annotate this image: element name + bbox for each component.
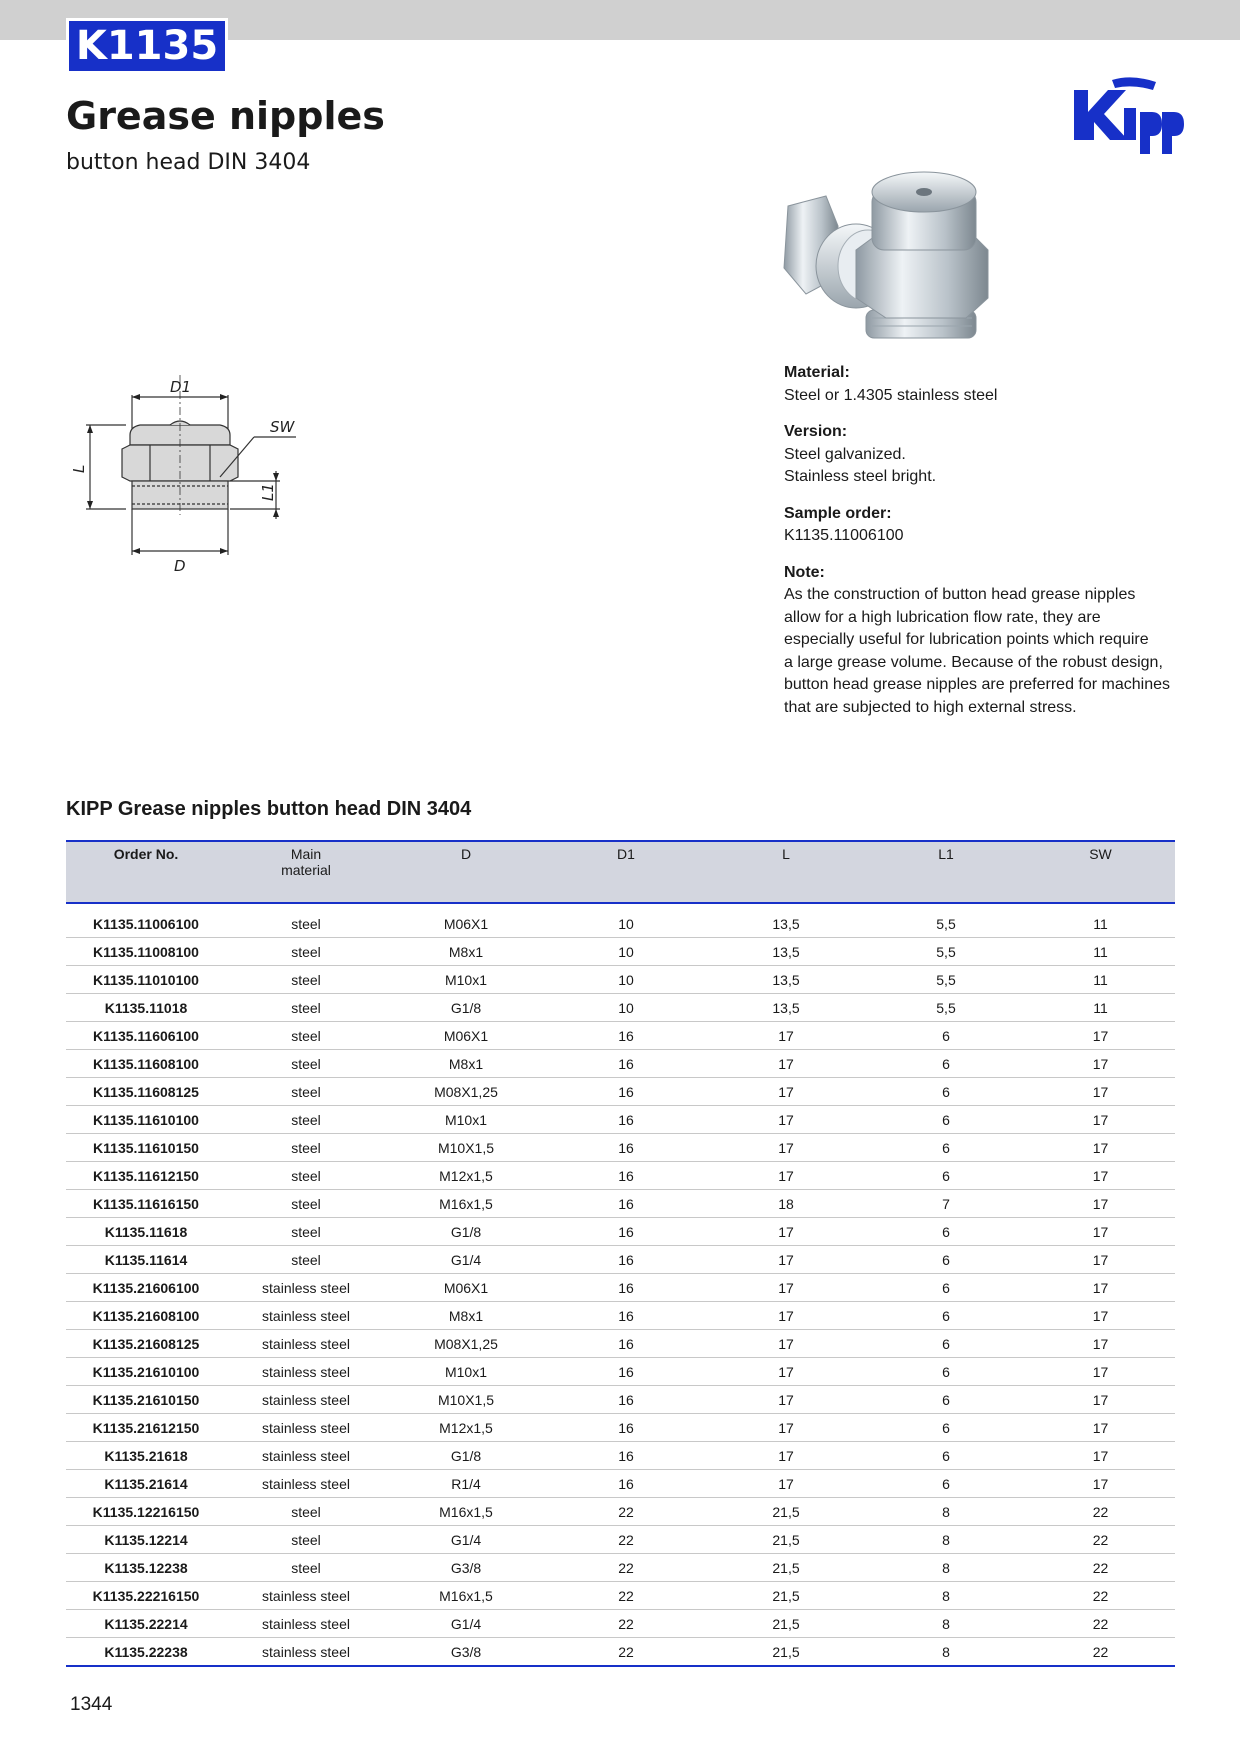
table-row: [66, 1022, 1175, 1050]
cell-d: G3/8: [386, 1554, 546, 1582]
table-row: [66, 1106, 1175, 1134]
cell-l1: 6: [866, 1386, 1026, 1414]
cell-l1: 5,5: [866, 938, 1026, 966]
sample-order-text: K1135.11006100: [784, 527, 904, 544]
cell-d: M10x1: [386, 1106, 546, 1134]
cell-l1: 6: [866, 1246, 1026, 1274]
cell-d1: 16: [546, 1414, 706, 1442]
cell-l1: 5,5: [866, 966, 1026, 994]
cell-sw: 22: [1026, 1554, 1175, 1582]
cell-l: 17: [706, 1442, 866, 1470]
cell-order-no: K1135.12238: [66, 1554, 226, 1582]
cell-l1: 6: [866, 1274, 1026, 1302]
cell-main-material: stainless steel: [226, 1414, 386, 1442]
table-row: [66, 1638, 1175, 1667]
cell-order-no: K1135.21610100: [66, 1358, 226, 1386]
cell-order-no: K1135.11614: [66, 1246, 226, 1274]
cell-sw: 17: [1026, 1414, 1175, 1442]
table-header-row: [66, 841, 1175, 903]
cell-d: M06X1: [386, 1022, 546, 1050]
label-l: L: [70, 464, 88, 473]
cell-order-no: K1135.11610150: [66, 1134, 226, 1162]
cell-main-material: steel: [226, 1162, 386, 1190]
cell-l1: 8: [866, 1638, 1026, 1667]
cell-l1: 8: [866, 1554, 1026, 1582]
cell-order-no: K1135.21606100: [66, 1274, 226, 1302]
sample-order-block: [784, 503, 1184, 548]
cell-l1: 6: [866, 1302, 1026, 1330]
version-line: Stainless steel bright.: [784, 468, 937, 485]
col-header-main-line1: Main: [290, 846, 322, 862]
col-header-d: D: [386, 841, 546, 903]
cell-d: G1/4: [386, 1246, 546, 1274]
version-block: [784, 421, 1184, 489]
cell-d: G3/8: [386, 1638, 546, 1667]
cell-sw: 17: [1026, 1386, 1175, 1414]
cell-d: M10X1,5: [386, 1386, 546, 1414]
cell-l: 21,5: [706, 1554, 866, 1582]
col-header-main-material: [226, 841, 386, 903]
cell-sw: 11: [1026, 903, 1175, 938]
table-row: [66, 1386, 1175, 1414]
table-row: [66, 1218, 1175, 1246]
cell-d: M06X1: [386, 903, 546, 938]
cell-main-material: steel: [226, 938, 386, 966]
cell-order-no: K1135.11616150: [66, 1190, 226, 1218]
cell-d: M16x1,5: [386, 1582, 546, 1610]
material-text: Steel or 1.4305 stainless steel: [784, 386, 998, 404]
version-label: Version:: [784, 423, 848, 440]
label-d1: D1: [170, 378, 192, 396]
cell-d1: 10: [546, 903, 706, 938]
cell-d1: 16: [546, 1442, 706, 1470]
cell-main-material: steel: [226, 1498, 386, 1526]
table-title: KIPP Grease nipples button head DIN 3404: [66, 798, 472, 820]
cell-l1: 6: [866, 1134, 1026, 1162]
page-title: Grease nipples: [66, 94, 385, 138]
cell-order-no: K1135.22214: [66, 1610, 226, 1638]
cell-d1: 22: [546, 1638, 706, 1667]
cell-d1: 16: [546, 1246, 706, 1274]
cell-d1: 16: [546, 1386, 706, 1414]
cell-l1: 6: [866, 1442, 1026, 1470]
cell-main-material: stainless steel: [226, 1442, 386, 1470]
cell-order-no: K1135.21608100: [66, 1302, 226, 1330]
cell-l1: 8: [866, 1526, 1026, 1554]
cell-d: M8x1: [386, 1050, 546, 1078]
cell-d1: 16: [546, 1358, 706, 1386]
version-line: Steel galvanized.: [784, 445, 906, 463]
cell-l: 21,5: [706, 1498, 866, 1526]
cell-order-no: K1135.21610150: [66, 1386, 226, 1414]
cell-l1: 5,5: [866, 994, 1026, 1022]
cell-sw: 17: [1026, 1022, 1175, 1050]
cell-l1: 8: [866, 1610, 1026, 1638]
cell-sw: 22: [1026, 1638, 1175, 1667]
table-row: [66, 1274, 1175, 1302]
cell-l1: 6: [866, 1078, 1026, 1106]
cell-main-material: steel: [226, 1526, 386, 1554]
cell-sw: 22: [1026, 1610, 1175, 1638]
cell-order-no: K1135.21614: [66, 1470, 226, 1498]
cell-d: M10x1: [386, 1358, 546, 1386]
cell-main-material: stainless steel: [226, 1582, 386, 1610]
cell-d1: 16: [546, 1330, 706, 1358]
cell-d: M16x1,5: [386, 1190, 546, 1218]
cell-l1: 7: [866, 1190, 1026, 1218]
table-row: [66, 1190, 1175, 1218]
cell-order-no: K1135.11006100: [66, 903, 226, 938]
cell-sw: 22: [1026, 1582, 1175, 1610]
cell-sw: 17: [1026, 1050, 1175, 1078]
cell-l1: 6: [866, 1106, 1026, 1134]
cell-l1: 6: [866, 1358, 1026, 1386]
product-table: [66, 840, 1175, 1667]
cell-d: G1/4: [386, 1610, 546, 1638]
product-code-badge: K1135: [66, 18, 228, 74]
cell-order-no: K1135.11008100: [66, 938, 226, 966]
cell-d1: 22: [546, 1610, 706, 1638]
cell-d: M10X1,5: [386, 1134, 546, 1162]
cell-l1: 6: [866, 1022, 1026, 1050]
note-line: allow for a high lubrication flow rate, they are: [784, 608, 1101, 626]
cell-l: 17: [706, 1078, 866, 1106]
table-row: [66, 1246, 1175, 1274]
cell-d: M08X1,25: [386, 1078, 546, 1106]
cell-l: 17: [706, 1218, 866, 1246]
cell-order-no: K1135.22216150: [66, 1582, 226, 1610]
cell-d: G1/8: [386, 994, 546, 1022]
cell-l: 13,5: [706, 938, 866, 966]
cell-sw: 22: [1026, 1498, 1175, 1526]
col-header-d1: D1: [546, 841, 706, 903]
cell-main-material: steel: [226, 966, 386, 994]
cell-d1: 22: [546, 1554, 706, 1582]
cell-sw: 17: [1026, 1218, 1175, 1246]
cell-sw: 17: [1026, 1078, 1175, 1106]
label-sw: SW: [270, 418, 295, 436]
cell-order-no: K1135.22238: [66, 1638, 226, 1667]
cell-sw: 17: [1026, 1274, 1175, 1302]
cell-d: M12x1,5: [386, 1162, 546, 1190]
table-row: [66, 966, 1175, 994]
cell-main-material: stainless steel: [226, 1330, 386, 1358]
cell-l1: 6: [866, 1414, 1026, 1442]
cell-l: 21,5: [706, 1582, 866, 1610]
cell-l: 17: [706, 1162, 866, 1190]
col-header-main-line2: material: [281, 862, 331, 878]
cell-l: 17: [706, 1302, 866, 1330]
cell-sw: 17: [1026, 1162, 1175, 1190]
cell-l: 13,5: [706, 903, 866, 938]
cell-d1: 16: [546, 1162, 706, 1190]
cell-main-material: steel: [226, 1134, 386, 1162]
table-row: [66, 1302, 1175, 1330]
cell-main-material: steel: [226, 1050, 386, 1078]
info-panel: [784, 362, 1184, 733]
cell-d1: 22: [546, 1498, 706, 1526]
cell-l1: 8: [866, 1582, 1026, 1610]
note-line: As the construction of button head grease nipples: [784, 586, 1136, 603]
cell-l: 17: [706, 1022, 866, 1050]
cell-order-no: K1135.11610100: [66, 1106, 226, 1134]
cell-d1: 16: [546, 1050, 706, 1078]
cell-l1: 6: [866, 1050, 1026, 1078]
table-row: [66, 994, 1175, 1022]
cell-d1: 16: [546, 1190, 706, 1218]
cell-l: 17: [706, 1134, 866, 1162]
cell-sw: 11: [1026, 938, 1175, 966]
cell-d: M10x1: [386, 966, 546, 994]
cell-order-no: K1135.12214: [66, 1526, 226, 1554]
cell-l: 17: [706, 1414, 866, 1442]
table-row: [66, 1134, 1175, 1162]
cell-sw: 11: [1026, 966, 1175, 994]
cell-l1: 6: [866, 1218, 1026, 1246]
cell-l: 21,5: [706, 1638, 866, 1667]
cell-order-no: K1135.11608125: [66, 1078, 226, 1106]
cell-l: 17: [706, 1246, 866, 1274]
cell-l: 17: [706, 1358, 866, 1386]
cell-l: 13,5: [706, 994, 866, 1022]
cell-main-material: steel: [226, 1554, 386, 1582]
cell-l1: 6: [866, 1330, 1026, 1358]
cell-l: 17: [706, 1330, 866, 1358]
cell-main-material: steel: [226, 1190, 386, 1218]
cell-main-material: stainless steel: [226, 1302, 386, 1330]
cell-d: R1/4: [386, 1470, 546, 1498]
cell-l: 18: [706, 1190, 866, 1218]
cell-d1: 16: [546, 1022, 706, 1050]
cell-main-material: stainless steel: [226, 1610, 386, 1638]
table-row: [66, 1610, 1175, 1638]
cell-sw: 17: [1026, 1190, 1175, 1218]
material-block: [784, 362, 1184, 407]
cell-sw: 17: [1026, 1442, 1175, 1470]
cell-d1: 16: [546, 1078, 706, 1106]
note-line: a large grease volume. Because of the robust design,: [784, 653, 1163, 671]
cell-d1: 22: [546, 1526, 706, 1554]
cell-main-material: steel: [226, 994, 386, 1022]
cell-d1: 16: [546, 1274, 706, 1302]
cell-l1: 5,5: [866, 903, 1026, 938]
table-row: [66, 1470, 1175, 1498]
cell-d: M8x1: [386, 1302, 546, 1330]
col-header-l1: L1: [866, 841, 1026, 903]
cell-main-material: steel: [226, 1218, 386, 1246]
note-line: button head grease nipples are preferred for machines: [784, 676, 1171, 693]
cell-d1: 10: [546, 994, 706, 1022]
cell-d1: 22: [546, 1582, 706, 1610]
cell-d: G1/8: [386, 1442, 546, 1470]
cell-order-no: K1135.11618: [66, 1218, 226, 1246]
table-row: [66, 1358, 1175, 1386]
cell-sw: 17: [1026, 1246, 1175, 1274]
page-subtitle: button head DIN 3404: [66, 150, 311, 175]
material-label: Material:: [784, 364, 850, 381]
cell-d: G1/8: [386, 1218, 546, 1246]
table-row: [66, 903, 1175, 938]
cell-sw: 17: [1026, 1358, 1175, 1386]
label-d: D: [174, 557, 186, 575]
table-row: [66, 1582, 1175, 1610]
cell-d: G1/4: [386, 1526, 546, 1554]
cell-d: M06X1: [386, 1274, 546, 1302]
col-header-sw: SW: [1026, 841, 1175, 903]
cell-d1: 10: [546, 938, 706, 966]
cell-order-no: K1135.11612150: [66, 1162, 226, 1190]
table-row: [66, 1162, 1175, 1190]
cell-l: 17: [706, 1050, 866, 1078]
cell-d1: 16: [546, 1470, 706, 1498]
note-label: Note:: [784, 563, 825, 581]
cell-main-material: steel: [226, 1022, 386, 1050]
cell-main-material: stainless steel: [226, 1638, 386, 1667]
page-number: 1344: [70, 1694, 113, 1715]
cell-d1: 16: [546, 1106, 706, 1134]
cell-order-no: K1135.11018: [66, 994, 226, 1022]
cell-d: M08X1,25: [386, 1330, 546, 1358]
kipp-logo: [1072, 76, 1184, 158]
table-row: [66, 1554, 1175, 1582]
cell-d1: 16: [546, 1218, 706, 1246]
cell-order-no: K1135.11010100: [66, 966, 226, 994]
cell-order-no: K1135.21618: [66, 1442, 226, 1470]
label-l1: L1: [259, 483, 277, 501]
cell-d: M16x1,5: [386, 1498, 546, 1526]
cell-sw: 17: [1026, 1302, 1175, 1330]
note-line: especially useful for lubrication points which require: [784, 631, 1149, 648]
col-header-l: L: [706, 841, 866, 903]
cell-d1: 16: [546, 1302, 706, 1330]
cell-main-material: steel: [226, 1078, 386, 1106]
cell-main-material: stainless steel: [226, 1358, 386, 1386]
cell-l1: 6: [866, 1470, 1026, 1498]
cell-main-material: stainless steel: [226, 1386, 386, 1414]
cell-d1: 16: [546, 1134, 706, 1162]
sample-order-label: Sample order:: [784, 504, 892, 522]
table-row: [66, 1442, 1175, 1470]
cell-main-material: steel: [226, 1246, 386, 1274]
cell-l1: 8: [866, 1498, 1026, 1526]
table-row: [66, 1078, 1175, 1106]
cell-sw: 22: [1026, 1526, 1175, 1554]
cell-order-no: K1135.12216150: [66, 1498, 226, 1526]
table-row: [66, 1050, 1175, 1078]
cell-sw: 17: [1026, 1106, 1175, 1134]
cell-l: 21,5: [706, 1610, 866, 1638]
cell-d: M8x1: [386, 938, 546, 966]
cell-sw: 11: [1026, 994, 1175, 1022]
table-row: [66, 1526, 1175, 1554]
table-row: [66, 1330, 1175, 1358]
cell-d: M12x1,5: [386, 1414, 546, 1442]
note-line: that are subjected to high external stress.: [784, 698, 1077, 716]
cell-main-material: stainless steel: [226, 1274, 386, 1302]
cell-sw: 17: [1026, 1134, 1175, 1162]
technical-drawing: [70, 375, 310, 575]
cell-sw: 17: [1026, 1470, 1175, 1498]
cell-l: 17: [706, 1274, 866, 1302]
cell-main-material: stainless steel: [226, 1470, 386, 1498]
table-row: [66, 1498, 1175, 1526]
cell-l: 21,5: [706, 1526, 866, 1554]
table-row: [66, 938, 1175, 966]
cell-order-no: K1135.21608125: [66, 1330, 226, 1358]
cell-l: 17: [706, 1106, 866, 1134]
product-photo: [776, 168, 1076, 343]
col-header-order-no: Order No.: [66, 841, 226, 903]
cell-main-material: steel: [226, 1106, 386, 1134]
note-block: [784, 562, 1184, 720]
cell-order-no: K1135.11608100: [66, 1050, 226, 1078]
cell-sw: 17: [1026, 1330, 1175, 1358]
cell-l: 13,5: [706, 966, 866, 994]
cell-l: 17: [706, 1470, 866, 1498]
cell-main-material: steel: [226, 903, 386, 938]
cell-d1: 10: [546, 966, 706, 994]
cell-l: 17: [706, 1386, 866, 1414]
cell-order-no: K1135.11606100: [66, 1022, 226, 1050]
cell-order-no: K1135.21612150: [66, 1414, 226, 1442]
cell-l1: 6: [866, 1162, 1026, 1190]
table-row: [66, 1414, 1175, 1442]
table-body: [66, 903, 1175, 1666]
